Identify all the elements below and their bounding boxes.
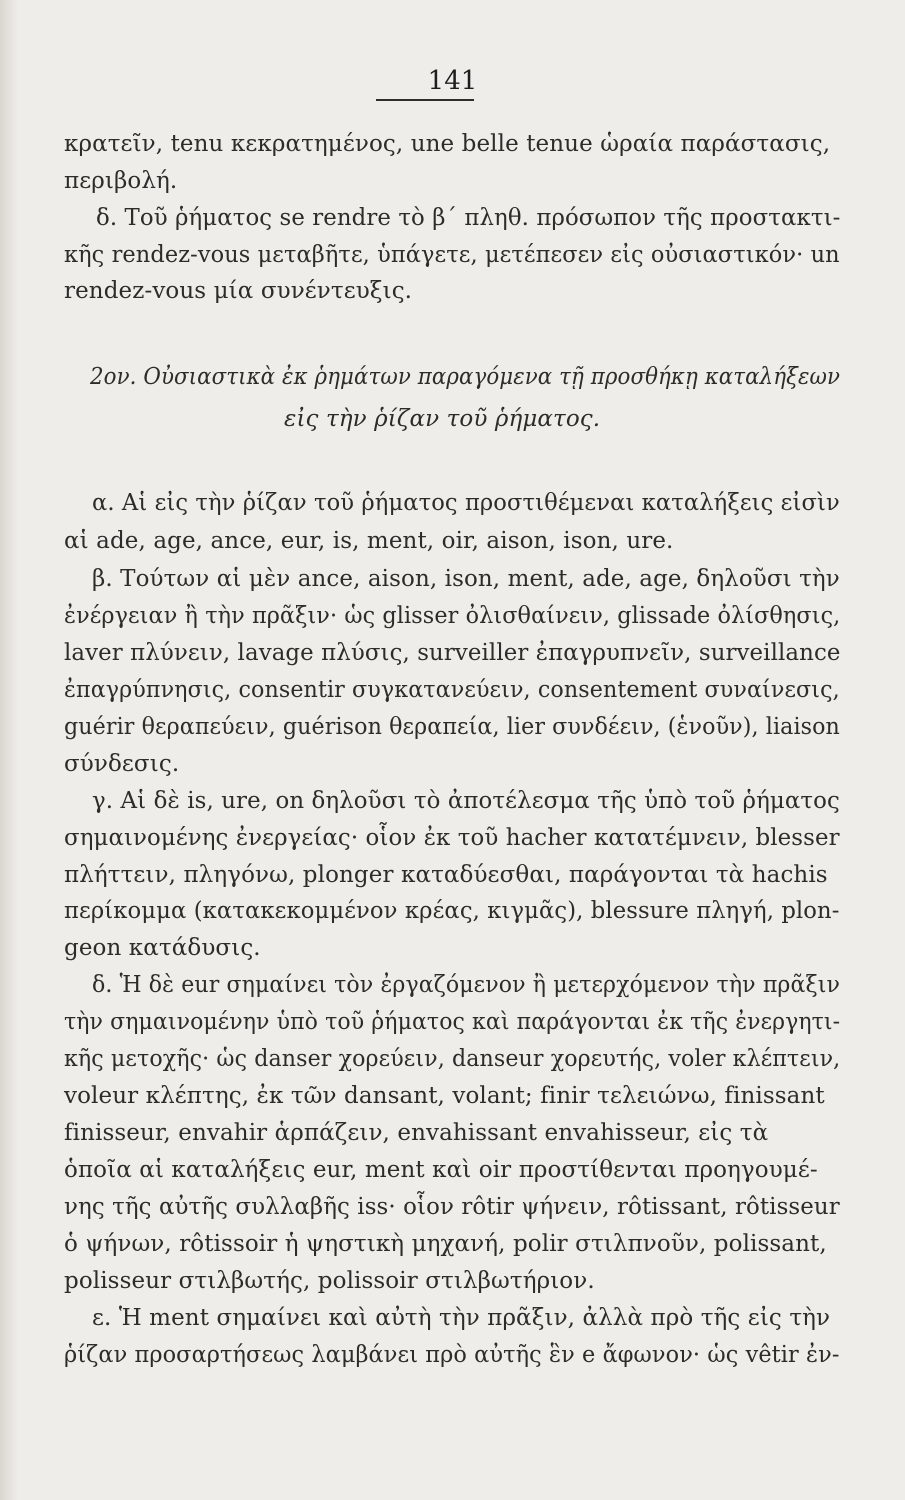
text-line: laver πλύνειν, lavage πλύσις, surveiller ἐπαγρυπνεῖν, surveillance	[64, 640, 841, 666]
text-line: geon κατάδυσις.	[64, 935, 261, 961]
text-line: voleur κλέπτης, ἐκ τῶν dansant, volant; finir τελειώνω, finissant	[64, 1083, 825, 1109]
text-line: περιβολή.	[64, 168, 178, 194]
text-line: ῥίζαν προσαρτήσεως λαμβάνει πρὸ αὐτῆς ἓν e ἄφωνον· ὡς vêtir ἐν-	[64, 1342, 840, 1368]
text-line: δ. Τοῦ ῥήματος se rendre τὸ β΄ πληθ. πρόσωπον τῆς προστακτι-	[96, 205, 841, 231]
text-line: σημαινομένης ἐνεργείας· οἷον ἐκ τοῦ hacher κατατέμνειν, blesser	[64, 825, 840, 851]
text-line: κῆς μετοχῆς· ὡς danser χορεύειν, danseur χορευτής, voler κλέπτειν,	[64, 1046, 841, 1072]
text-line: σύνδεσις.	[64, 751, 180, 777]
text-line: β. Τούτων αἱ μὲν ance, aison, ison, ment, ade, age, δηλοῦσι τὴν	[92, 566, 840, 592]
text-line: ἐπαγρύπνησις, consentir συγκατανεύειν, consentement συναίνεσις,	[64, 677, 840, 703]
text-line: πλήττειν, πληγόνω, plonger καταδύεσθαι, παράγονται τὰ hachis	[64, 862, 828, 888]
text-line: γ. Αἱ δὲ is, ure, on δηλοῦσι τὸ ἀποτέλεσμα τῆς ὑπὸ τοῦ ῥήματος	[92, 788, 840, 814]
text-line: finisseur, envahir ἁρπάζειν, envahissant envahisseur, εἰς τὰ	[64, 1120, 769, 1146]
text-line: νης τῆς αὐτῆς συλλαβῆς iss· οἷον rôtir ψήνειν, rôtissant, rôtisseur	[64, 1194, 840, 1220]
text-line: τὴν σημαινομένην ὑπὸ τοῦ ῥήματος καὶ παράγονται ἐκ τῆς ἐνεργητι-	[64, 1009, 841, 1035]
text-line: rendez-vous μία συνέντευξις.	[64, 278, 413, 304]
text-line: α. Αἱ εἰς τὴν ῥίζαν τοῦ ῥήματος προστιθέμεναι καταλήξεις εἰσὶν	[92, 490, 840, 516]
text-line: κῆς rendez-vous μεταβῆτε, ὑπάγετε, μετέπεσεν εἰς οὐσιαστικόν· un	[64, 242, 840, 268]
text-line: ἐνέργειαν ἢ τὴν πρᾶξιν· ὡς glisser ὀλισθαίνειν, glissade ὀλίσθησις,	[64, 603, 841, 629]
text-line: guérir θεραπεύειν, guérison θεραπεία, lier συνδέειν, (ἑνοῦν), liaison	[64, 714, 840, 740]
text-line: ε. Ἡ ment σημαίνει καὶ αὐτὴ τὴν πρᾶξιν, ἀλλὰ πρὸ τῆς εἰς τὴν	[92, 1305, 831, 1331]
text-line: κρατεῖν, tenu κεκρατημένος, une belle tenue ὡραία παράστασις,	[64, 131, 831, 157]
text-line: περίκομμα (κατακεκομμένον κρέας, κιγμᾶς), blessure πληγή, plon-	[64, 898, 840, 924]
text-line: polisseur στιλβωτής, polissoir στιλβωτήριον.	[64, 1268, 595, 1294]
text-line: δ. Ἡ δὲ eur σημαίνει τὸν ἐργαζόμενον ἢ μετερχόμενον τὴν πρᾶξιν	[92, 972, 841, 998]
text-line: αἱ ade, age, ance, eur, is, ment, oir, aison, ison, ure.	[64, 528, 674, 554]
page-edge-shadow	[0, 0, 18, 1500]
text-line: ὁποῖα αἱ καταλήξεις eur, ment καὶ oir προστίθενται προηγουμέ-	[64, 1157, 818, 1183]
section-heading-continuation: εἰς τὴν ῥίζαν τοῦ ῥήματος.	[284, 406, 601, 432]
text-line: ὁ ψήνων, rôtissoir ἡ ψηστικὴ μηχανή, polir στιλπνοῦν, polissant,	[64, 1231, 827, 1257]
section-heading: 2ον. Οὐσιαστικὰ ἐκ ῥημάτων παραγόμενα τῇ προσθήκῃ καταλήξεων	[90, 364, 841, 390]
page-number-rule	[376, 99, 474, 101]
page-number: 141	[427, 66, 478, 96]
